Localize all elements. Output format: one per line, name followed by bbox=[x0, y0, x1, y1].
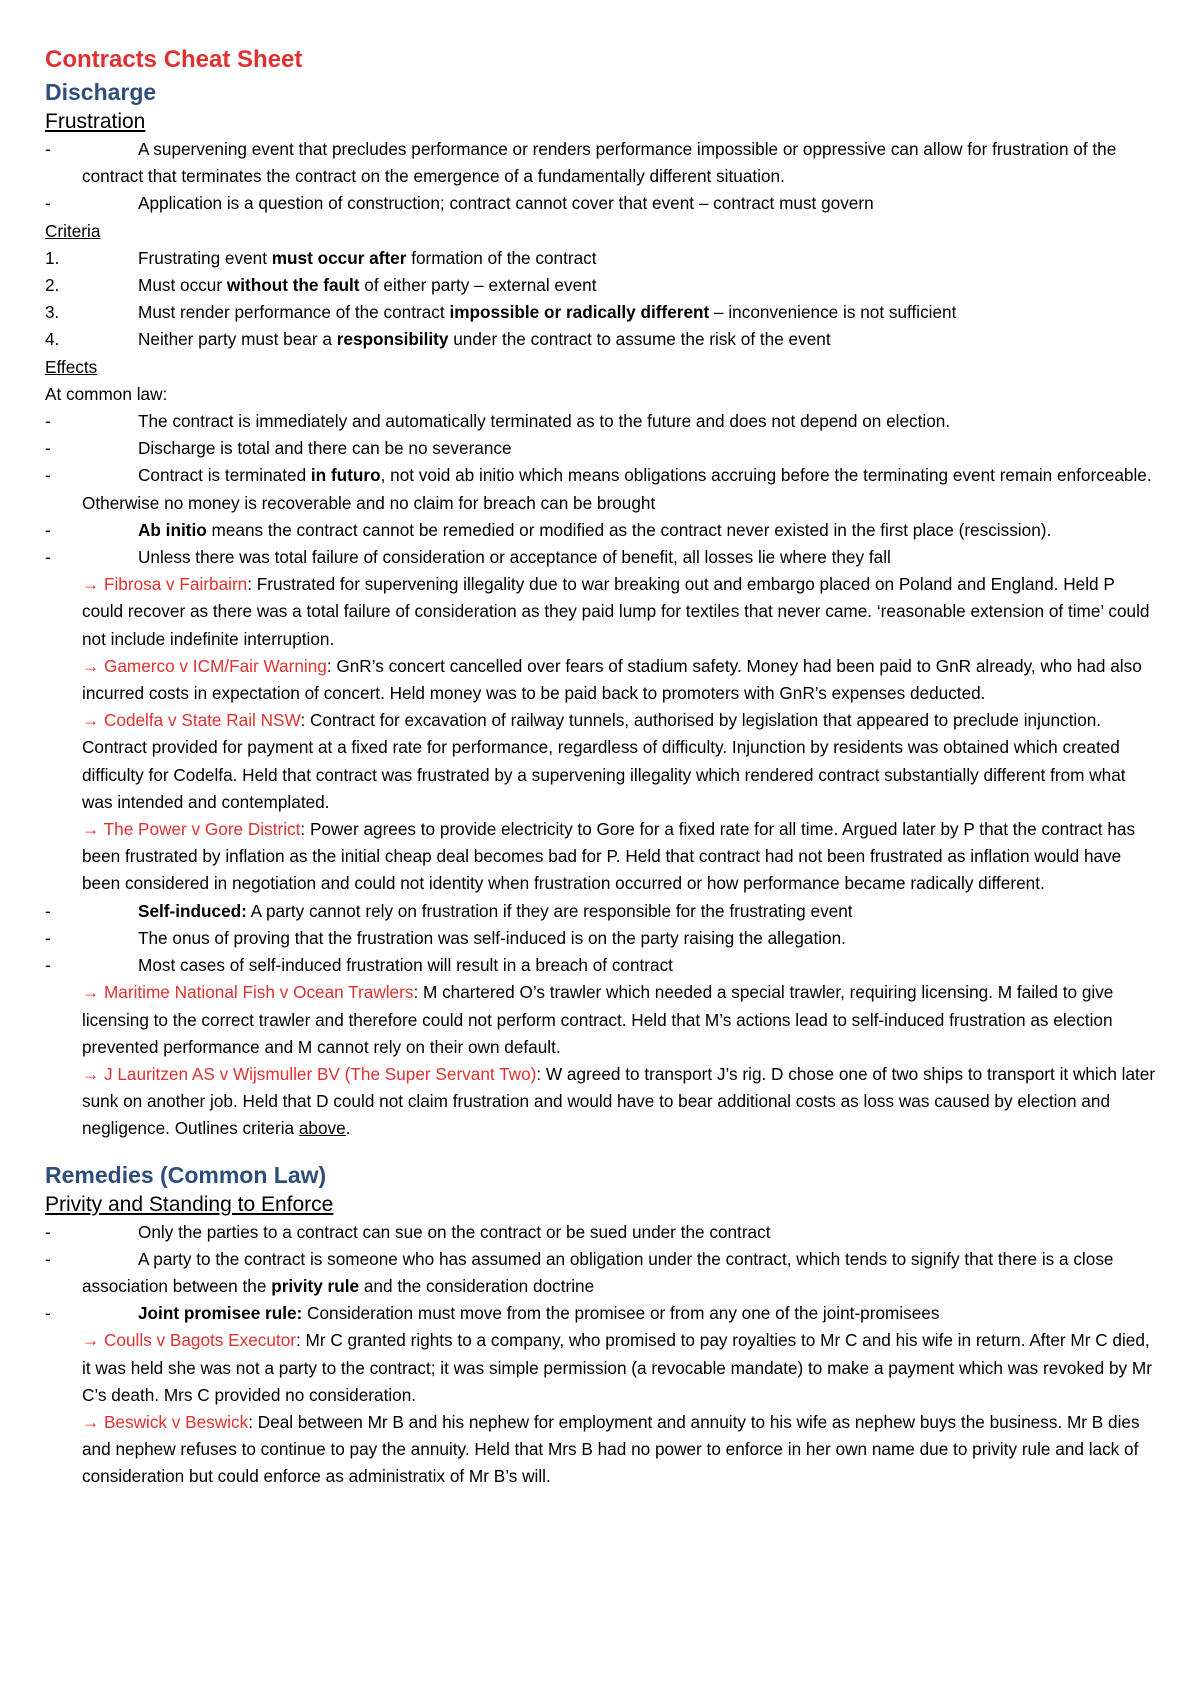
text-run: The onus of proving that the frustration was self-induced is on the party raising the allegation. bbox=[138, 927, 846, 948]
text-run: A party to the contract is someone who has assumed an obligation under the contract, which tends to signify that there is a close association between the bbox=[82, 1248, 1114, 1296]
case-text: : Power agrees to provide electricity to Gore for a fixed rate for all time. Argued later by P that the contract has been frustrated by inflation as the initial cheap deal becomes bad for P. Held that contract had not been frustrated as inflation would have been considered in negotiation and could not identity when frustration occurred or how performance became radically different. bbox=[82, 819, 1136, 894]
case-entry bbox=[45, 816, 1160, 898]
number-marker: 3. bbox=[45, 302, 60, 323]
frustration-heading: Frustration bbox=[45, 110, 146, 133]
case-entry bbox=[45, 979, 1160, 1061]
bold-run: privity rule bbox=[271, 1275, 360, 1296]
effects-heading: Effects bbox=[45, 356, 98, 377]
arrow-icon: → bbox=[82, 574, 104, 595]
bold-run: in futuro bbox=[310, 465, 381, 486]
criteria-heading: Criteria bbox=[45, 220, 101, 241]
bold-run: must occur after bbox=[271, 247, 407, 268]
list-item bbox=[45, 517, 1160, 544]
dash-marker: - bbox=[45, 139, 51, 159]
list-item bbox=[45, 326, 1160, 353]
case-name: Coulls v Bagots Executor bbox=[103, 1330, 296, 1351]
privity-heading: Privity and Standing to Enforce bbox=[45, 1192, 334, 1216]
case-name: Maritime National Fish v Ocean Trawlers bbox=[103, 982, 414, 1003]
dash-marker: - bbox=[45, 1248, 51, 1269]
text-run: Neither party must bear a bbox=[138, 329, 337, 350]
case-entry bbox=[45, 653, 1160, 707]
dash-marker: - bbox=[45, 1221, 51, 1242]
text-run: Contract is terminated bbox=[138, 465, 311, 486]
bullet-text bbox=[45, 1246, 1160, 1300]
bullet-text bbox=[45, 462, 1160, 516]
bullet-text bbox=[45, 435, 1160, 462]
bullet-text bbox=[45, 408, 1160, 435]
bullet-text bbox=[45, 544, 1160, 571]
case-name: Gamerco v ICM/Fair Warning bbox=[103, 655, 327, 676]
text-run: Discharge is total and there can be no severance bbox=[138, 438, 512, 459]
criteria-text bbox=[45, 326, 1160, 353]
case-text: : M chartered O’s trawler which needed a special trawler, requiring licensing. M failed to give licensing to the correct trawler and therefore could not perform contract. Held that M’s actions lead to self-induced frustration as election prevented performance and M cannot rely on their own default. bbox=[82, 982, 1114, 1057]
common-law-label: At common law: bbox=[45, 383, 168, 404]
text-run: formation of the contract bbox=[406, 247, 597, 268]
text-run: Only the parties to a contract can sue on the contract or be sued under the contract bbox=[138, 1221, 771, 1242]
list-item bbox=[45, 898, 1160, 925]
bold-run: Ab initio bbox=[138, 519, 207, 540]
bold-run: Self-induced: bbox=[138, 900, 247, 921]
list-item bbox=[45, 1219, 1160, 1246]
dash-marker: - bbox=[45, 1303, 51, 1324]
criteria-text bbox=[45, 299, 1160, 326]
text-run: Must render performance of the contract bbox=[138, 302, 450, 323]
discharge-heading: Discharge bbox=[45, 79, 157, 105]
list-item bbox=[45, 435, 1160, 462]
bold-run: impossible or radically different bbox=[449, 302, 710, 323]
arrow-icon: → bbox=[82, 1411, 104, 1432]
case-entry bbox=[45, 1409, 1160, 1491]
bold-run: Joint promisee rule: bbox=[138, 1303, 303, 1324]
list-item bbox=[45, 408, 1160, 435]
case-text: : Deal between Mr B and his nephew for employment and annuity to his wife as nephew buys the business. Mr B dies and nephew refuses to continue to pay the annuity. Held that Mrs B had no power to enforce in her own name due to privity rule and lack of consideration but could enforce as administratix of Mr B’s will. bbox=[82, 1411, 1140, 1487]
arrow-icon: → bbox=[82, 1330, 104, 1351]
dash-marker: - bbox=[45, 927, 51, 948]
text-run: and the consideration doctrine bbox=[359, 1275, 595, 1296]
case-name: Codelfa v State Rail NSW bbox=[103, 710, 301, 731]
case-name: J Lauritzen AS v Wijsmuller BV (The Super Servant Two) bbox=[103, 1063, 537, 1084]
list-item bbox=[45, 245, 1160, 272]
text-run: Must occur bbox=[138, 275, 227, 296]
list-item bbox=[45, 544, 1160, 571]
case-text: : GnR’s concert cancelled over fears of stadium safety. Money had been paid to GnR already, who had also incurred costs in expectation of concert. Held money was to be paid back to promoters with GnR’s expenses deducted. bbox=[82, 655, 1142, 704]
case-entry bbox=[45, 707, 1160, 816]
bullet-text bbox=[45, 925, 1160, 952]
list-item bbox=[45, 462, 1160, 516]
arrow-icon: → bbox=[82, 819, 104, 840]
criteria-text bbox=[45, 245, 1160, 272]
bullet-text bbox=[45, 1219, 1160, 1246]
list-item bbox=[45, 952, 1160, 979]
arrow-icon: → bbox=[82, 655, 104, 676]
remedies-heading: Remedies (Common Law) bbox=[45, 1161, 327, 1188]
bullet-text: Application is a question of construction; contract cannot cover that event – contract must govern bbox=[138, 193, 874, 214]
dash-marker: - bbox=[45, 547, 51, 568]
text-run: Consideration must move from the promisee or from any one of the joint-promisees bbox=[302, 1303, 940, 1324]
text-run: The contract is immediately and automatically terminated as to the future and does not depend on election. bbox=[138, 411, 951, 432]
bullet-text bbox=[45, 1300, 1160, 1327]
case-text: : Frustrated for supervening illegality due to war breaking out and embargo placed on Poland and England. Held P could recover as there was a total failure of consideration as they paid lump for textiles that never came. ‘reasonable extension of time’ could not include indefinite interruption. bbox=[82, 574, 1150, 649]
text-run: means the contract cannot be remedied or modified as the contract never existed in the first place (rescission). bbox=[206, 519, 1052, 540]
text-run: – inconvenience is not sufficient bbox=[709, 302, 957, 323]
dash-marker: - bbox=[45, 955, 51, 976]
dash-marker: - bbox=[45, 438, 51, 459]
criteria-text bbox=[45, 272, 1160, 299]
case-entry bbox=[45, 1061, 1160, 1143]
list-item bbox=[45, 136, 1160, 190]
number-marker: 1. bbox=[45, 247, 60, 268]
list-item bbox=[45, 272, 1160, 299]
bullet-text bbox=[45, 898, 1160, 925]
text-run: A party cannot rely on frustration if they are responsible for the frustrating event bbox=[246, 900, 853, 921]
bullet-text bbox=[45, 952, 1160, 979]
list-item bbox=[45, 299, 1160, 326]
dash-marker: - bbox=[45, 193, 51, 214]
list-item bbox=[45, 1246, 1160, 1300]
dash-marker: - bbox=[45, 411, 51, 432]
case-name: Fibrosa v Fairbairn bbox=[103, 574, 248, 595]
bold-run: responsibility bbox=[336, 329, 449, 350]
arrow-icon: → bbox=[82, 982, 104, 1003]
list-item bbox=[45, 190, 1160, 217]
text-run: Unless there was total failure of consideration or acceptance of benefit, all losses lie where they fall bbox=[138, 547, 891, 568]
bullet-text: A supervening event that precludes performance or renders performance impossible or oppressive can allow for frustration of the contract that terminates the contract on the emergence of a fundamentally different situation. bbox=[82, 139, 1117, 187]
period: . bbox=[345, 1118, 351, 1139]
case-name: The Power v Gore District bbox=[103, 819, 301, 840]
bullet-text bbox=[45, 517, 1160, 544]
text-run: Frustrating event bbox=[138, 247, 272, 268]
text-run: , not void ab initio which means obligations accruing before the terminating event remain enforceable. Otherwise no money is recoverable and no claim for breach can be brought bbox=[82, 465, 1152, 513]
text-run: of either party – external event bbox=[359, 275, 597, 296]
case-entry bbox=[45, 1327, 1160, 1409]
document-title: Contracts Cheat Sheet bbox=[45, 46, 303, 73]
text-run: under the contract to assume the risk of the event bbox=[448, 329, 831, 350]
dash-marker: - bbox=[45, 900, 51, 921]
case-text: : Contract for excavation of railway tunnels, authorised by legislation that appeared to preclude injunction. Contract provided for payment at a fixed rate for performance, regardless of difficulty. Injunction by residents was obtained which created difficulty for Codelfa. Held that contract was frustrated by a supervening illegality which rendered contract substantially different from what was intended and contemplated. bbox=[82, 710, 1126, 812]
number-marker: 2. bbox=[45, 275, 60, 296]
arrow-icon: → bbox=[82, 710, 104, 731]
bold-run: without the fault bbox=[226, 275, 360, 296]
case-text: : W agreed to transport J’s rig. D chose one of two ships to transport it which later sunk on another job. Held that D could not claim frustration and would have to bear additional costs as loss was caused by election and negligence. Outlines criteria bbox=[82, 1063, 1156, 1139]
case-entry bbox=[45, 571, 1160, 653]
dash-marker: - bbox=[45, 465, 51, 486]
text-run: Most cases of self-induced frustration will result in a breach of contract bbox=[138, 955, 673, 976]
dash-marker: - bbox=[45, 519, 51, 540]
arrow-icon: → bbox=[82, 1063, 104, 1084]
list-item bbox=[45, 925, 1160, 952]
above-link[interactable]: above bbox=[298, 1118, 346, 1139]
list-item bbox=[45, 1300, 1160, 1327]
case-text: : Mr C granted rights to a company, who promised to pay royalties to Mr C and his wife in return. After Mr C died, it was held she was not a party to the contract; it was simple permission (a revocable mandate) to make a payment which was revoked by Mr C’s death. Mrs C provided no consideration. bbox=[82, 1330, 1152, 1405]
case-name: Beswick v Beswick bbox=[103, 1411, 249, 1432]
number-marker: 4. bbox=[45, 329, 60, 350]
